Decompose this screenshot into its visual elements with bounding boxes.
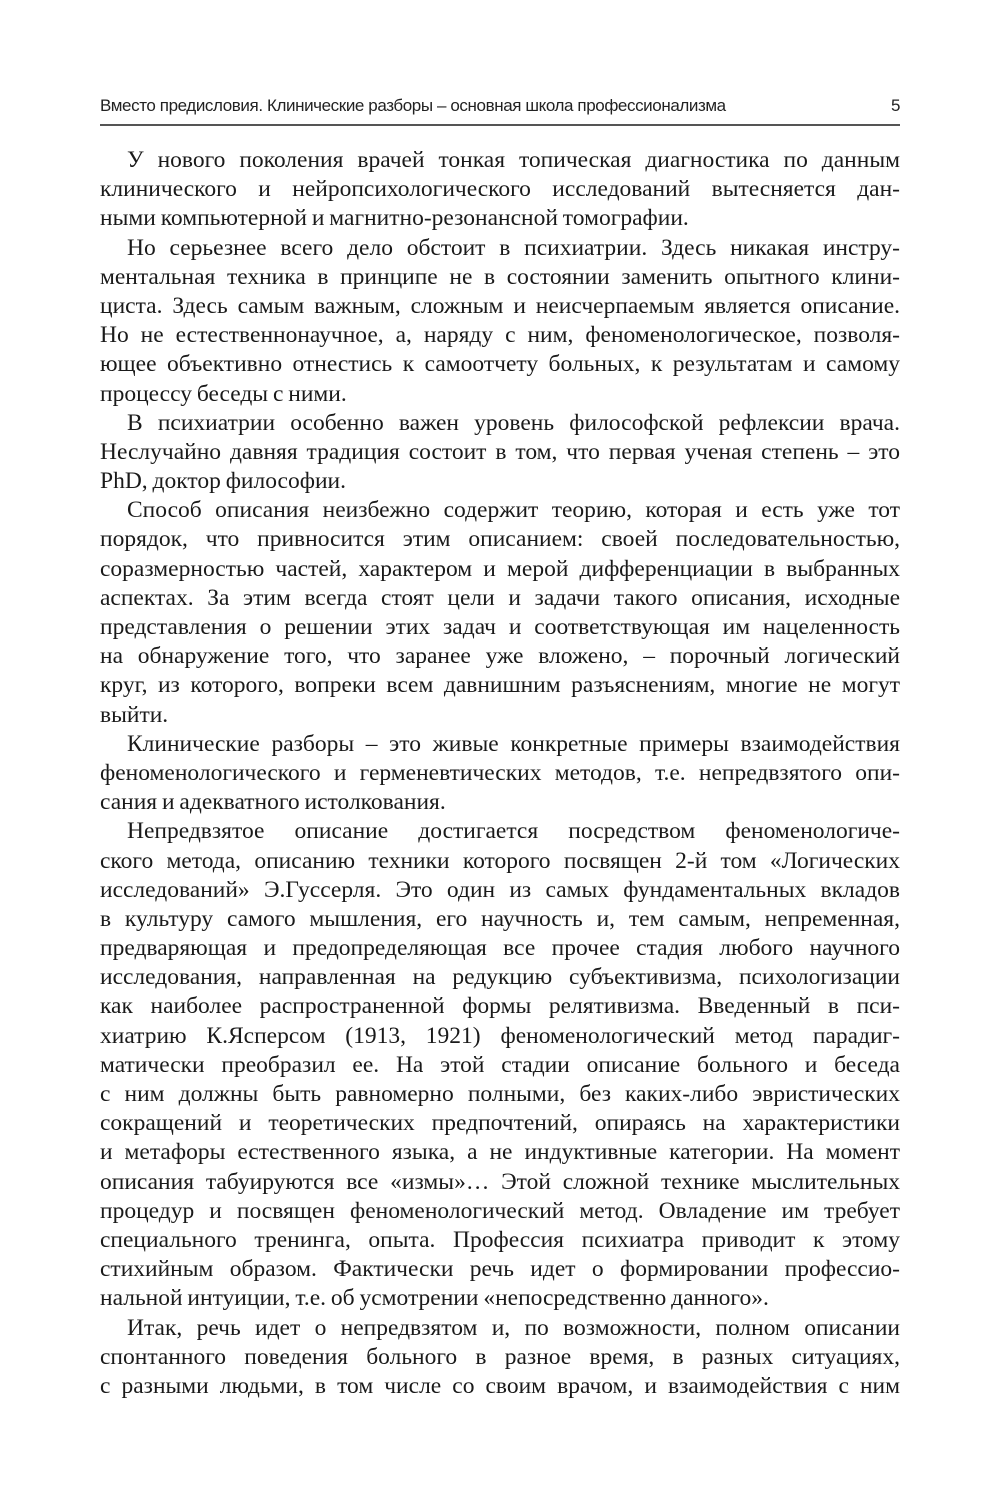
paragraph: [100, 817, 900, 1313]
text-line: Способ описания неизбежно содержит теорию, которая и есть уже тот: [127, 497, 900, 524]
text-line: сания и адекватного истолкования.: [100, 789, 446, 816]
text-line: выйти.: [100, 701, 169, 728]
text-line: круг, из которого, вопреки всем давнишним разъяснениям, многие не могут: [100, 672, 900, 699]
text-line: на обнаружение того, что заранее уже вложено, – порочный логический: [100, 643, 900, 670]
text-line: Итак, речь идет о непредвзятом и, по возможности, полном описании: [127, 1314, 900, 1341]
text-line: исследования, направленная на редукцию субъективизма, психологизации: [100, 964, 900, 991]
text-line: аспектах. За этим всегда стоят цели и задачи такого описания, исходные: [100, 584, 900, 611]
text-line: PhD, доктор философии.: [100, 468, 346, 495]
text-line: ющее объективно отнестись к самоотчету больных, к результатам и самому: [100, 351, 900, 378]
paragraph: [100, 496, 900, 730]
text-line: в культуру самого мышления, его научность и, тем самым, непременная,: [100, 905, 900, 932]
text-line: исследований» Э.Гуссерля. Это один из самых фундаментальных вкладов: [100, 876, 900, 903]
text-line: Но серьезнее всего дело обстоит в психиатрии. Здесь никакая инстру-: [127, 234, 900, 261]
text-line: хиатрию К.Ясперсом (1913, 1921) феноменологический метод парадиг-: [100, 1022, 900, 1049]
text-line: и метафоры естественного языка, а не индуктивные категории. На момент: [100, 1139, 900, 1166]
text-line: представления о решении этих задач и соответствующая им нацеленность: [100, 614, 900, 640]
text-line: процедур и посвящен феноменологический метод. Овладение им требует: [100, 1197, 900, 1224]
text-line: как наиболее распространенной формы релятивизма. Введенный в пси-: [100, 993, 900, 1020]
text-line: специального тренинга, опыта. Профессия психиатра приводит к этому: [100, 1226, 900, 1253]
text-line: сокращений и теоретических предпочтений, опираясь на характеристики: [100, 1110, 900, 1137]
text-line: ментальная техника в принципе не в состоянии заменить опытного клини-: [100, 263, 900, 290]
paragraph: [100, 234, 900, 409]
text-line: Непредвзятое описание достигается посредством феноменологиче-: [127, 818, 900, 845]
text-line: матически преобразил ее. На этой стадии описание больного и беседа: [100, 1051, 900, 1078]
paragraph: [100, 409, 900, 497]
text-line: клинического и нейропсихологического исследований вытесняется дан-: [100, 176, 900, 203]
running-header-title: Вместо предисловия. Клинические разборы – основная школа профессионализма: [100, 96, 726, 115]
text-line: процессу беседы с ними.: [100, 380, 347, 407]
text-line: ными компьютерной и магнитно-резонансной томографии.: [100, 205, 689, 232]
text-line: Но не естественнонаучное, а, наряду с ним, феноменологическое, позволя-: [100, 322, 900, 349]
text-line: стихийным образом. Фактически речь идет о формировании профессио-: [100, 1256, 900, 1283]
text-line: предваряющая и предопределяющая все прочее стадия любого научного: [100, 935, 900, 962]
text-line: Неслучайно давняя традиция состоит в том, что первая ученая степень – это: [100, 438, 900, 465]
paragraph: [100, 1314, 900, 1402]
text-line: с разными людьми, в том числе со своим врачом, и взаимодействия с ним: [100, 1372, 900, 1399]
page-number: 5: [890, 96, 900, 115]
text-line: нальной интуиции, т.е. об усмотрении «непосредственно данного».: [100, 1285, 769, 1312]
body-text: [100, 146, 900, 1401]
text-line: феноменологического и герменевтических методов, т.е. непредвзятого опи-: [100, 759, 900, 786]
text-line: У нового поколения врачей тонкая топическая диагностика по данным: [127, 147, 900, 173]
text-line: циста. Здесь самым важным, сложным и неисчерпаемым является описание.: [100, 292, 900, 319]
text-line: В психиатрии особенно важен уровень философской рефлексии врача.: [127, 409, 900, 436]
paragraph: [100, 146, 900, 234]
text-line: Клинические разборы – это живые конкретные примеры взаимодействия: [127, 730, 900, 757]
text-line: спонтанного поведения больного в разное время, в разных ситуациях,: [100, 1343, 900, 1370]
running-header: [100, 94, 900, 126]
text-line: порядок, что привносится этим описанием: своей последовательностью,: [100, 526, 900, 553]
text-line: с ним должны быть равномерно полными, без каких-либо эвристических: [100, 1081, 900, 1107]
text-line: ского метода, описанию техники которого посвящен 2-й том «Логических: [100, 847, 900, 874]
paragraph: [100, 730, 900, 818]
text-line: описания табуируются все «измы»… Этой сложной технике мыслительных: [100, 1168, 900, 1195]
text-line: соразмерностью частей, характером и мерой дифференциации в выбранных: [100, 555, 900, 582]
